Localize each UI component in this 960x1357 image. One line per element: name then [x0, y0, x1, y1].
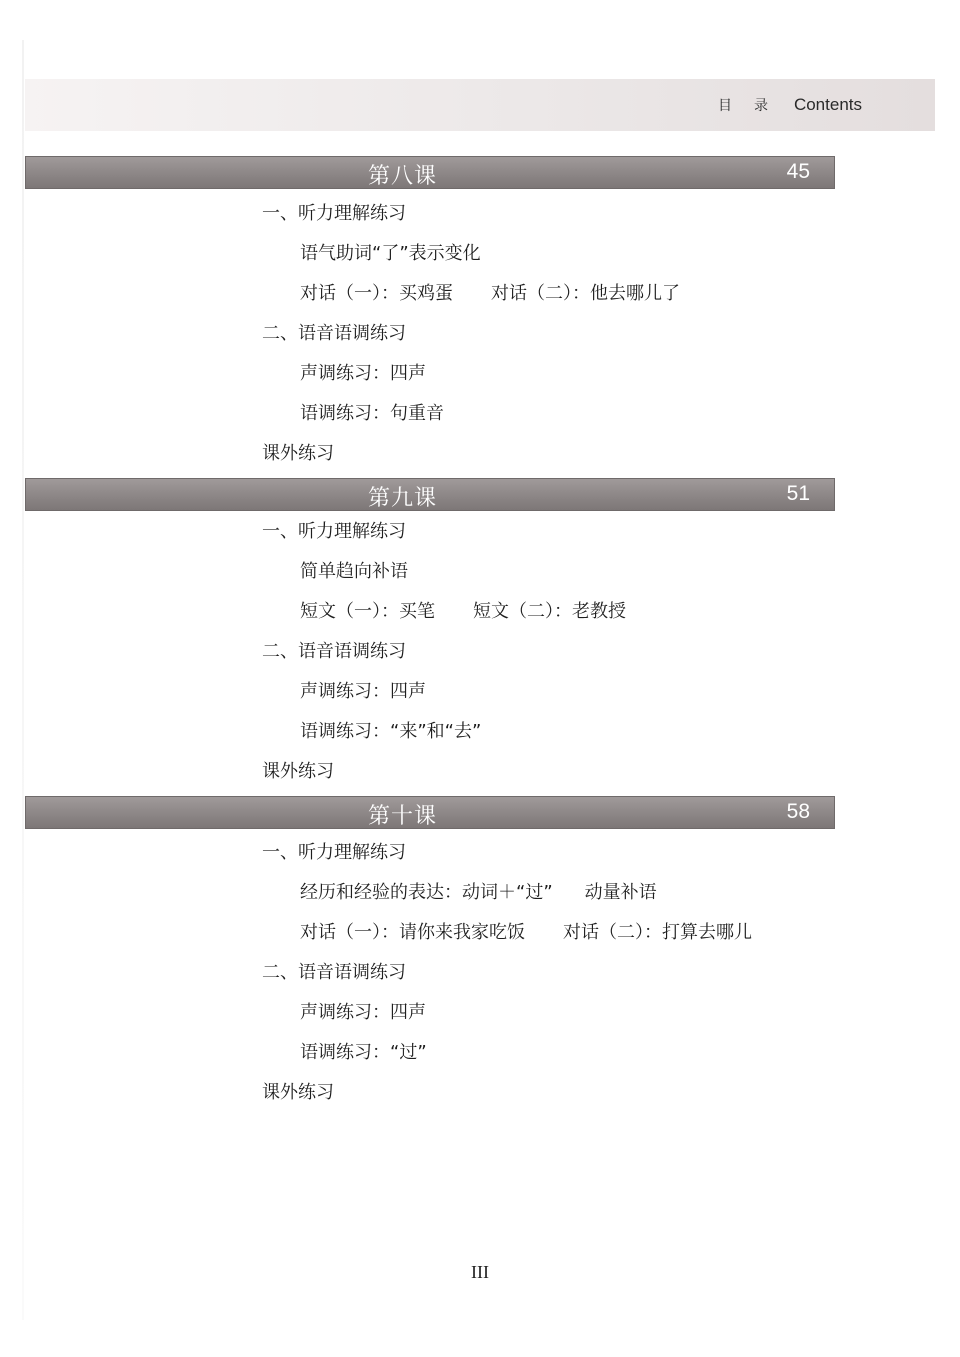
- header-zh-label: 目录: [717, 98, 790, 114]
- toc-section[interactable]: 二、语音语调练习: [262, 323, 406, 344]
- toc-subsection-pair: [300, 918, 752, 944]
- lesson-title: 第十课: [368, 804, 438, 829]
- lesson-heading-9[interactable]: [25, 478, 835, 511]
- header-en-label: Contents: [793, 95, 862, 114]
- toc-section[interactable]: 一、听力理解练习: [262, 521, 406, 542]
- toc-subsection[interactable]: 对话（一）：买鸡蛋: [300, 283, 453, 304]
- toc-subsection[interactable]: 对话（一）：请你来我家吃饭: [300, 922, 525, 943]
- lesson-page-number: 45: [786, 160, 810, 183]
- toc-section[interactable]: 课外练习: [262, 1082, 334, 1103]
- lesson-heading-8[interactable]: [25, 156, 835, 189]
- toc-subsection[interactable]: 动量补语: [584, 882, 657, 903]
- lesson-title: 第九课: [368, 486, 438, 511]
- toc-subsection[interactable]: 对话（二）：他去哪儿了: [491, 283, 680, 304]
- lesson-title: 第八课: [368, 164, 438, 189]
- toc-subsection[interactable]: 语调练习：“来”和“去”: [300, 721, 482, 742]
- toc-subsection[interactable]: 声调练习：四声: [300, 363, 426, 384]
- toc-section[interactable]: 一、听力理解练习: [262, 203, 406, 224]
- toc-subsection[interactable]: 声调练习：四声: [300, 1002, 426, 1023]
- toc-subsection-pair: [300, 597, 626, 623]
- toc-section[interactable]: 一、听力理解练习: [262, 842, 406, 863]
- page-number: III: [471, 1262, 489, 1282]
- lesson-page-number: 51: [786, 482, 810, 505]
- toc-section[interactable]: 课外练习: [262, 761, 334, 782]
- toc-subsection[interactable]: 对话（二）：打算去哪儿: [563, 922, 752, 943]
- toc-subsection-pair: [300, 279, 680, 305]
- toc-subsection[interactable]: 短文（一）：买笔: [300, 601, 435, 622]
- lesson-heading-10[interactable]: [25, 796, 835, 829]
- toc-subsection[interactable]: 语调练习：句重音: [300, 403, 444, 424]
- running-header-text: [718, 95, 862, 115]
- page-edge: [22, 40, 24, 1320]
- toc-section[interactable]: 二、语音语调练习: [262, 641, 406, 662]
- toc-subsection[interactable]: 短文（二）：老教授: [473, 601, 626, 622]
- toc-section[interactable]: 课外练习: [262, 443, 334, 464]
- toc-subsection-pair: [300, 878, 657, 904]
- lesson-page-number: 58: [786, 800, 810, 823]
- toc-subsection[interactable]: 声调练习：四声: [300, 681, 426, 702]
- toc-subsection[interactable]: 语气助词“了”表示变化: [300, 243, 481, 264]
- toc-subsection[interactable]: 简单趋向补语: [300, 561, 408, 582]
- toc-subsection[interactable]: 语调练习：“过”: [300, 1042, 427, 1063]
- toc-subsection[interactable]: 经历和经验的表达：动词＋“过”: [300, 882, 553, 903]
- toc-section[interactable]: 二、语音语调练习: [262, 962, 406, 983]
